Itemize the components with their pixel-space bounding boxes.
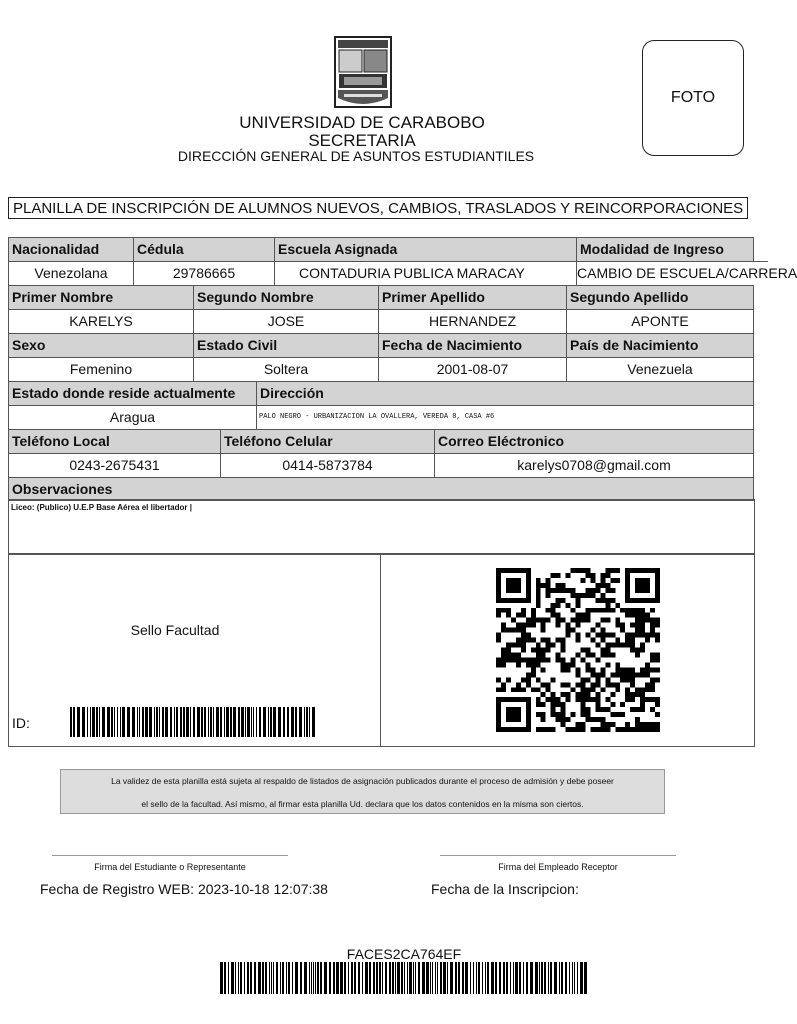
cedula-label: Cédula <box>133 237 274 261</box>
header-row-2 <box>8 285 768 309</box>
primer-apellido-value: HERNANDEZ <box>378 309 566 333</box>
sello-facultad-label: Sello Facultad <box>130 622 220 638</box>
student-signature-line <box>52 855 288 856</box>
segundo-nombre-value: JOSE <box>193 309 378 333</box>
value-row-2 <box>8 309 768 333</box>
notice-line-1: La validez de esta planilla está sujeta al respaldo de listados de asignación publicados durante el proceso de admisión y debe poseer <box>111 776 614 786</box>
form-barcode <box>220 962 588 994</box>
id-label: ID: <box>12 715 30 731</box>
validity-notice <box>60 769 665 814</box>
observaciones-value: Liceo: (Publico) U.E.P Base Aérea el libertador | <box>11 503 192 512</box>
photo-label: FOTO <box>670 89 716 106</box>
correo-value: karelys0708@gmail.com <box>434 453 754 477</box>
estado-reside-label: Estado donde reside actualmente <box>8 381 256 405</box>
estado-civil-label: Estado Civil <box>193 333 378 357</box>
segundo-nombre-label: Segundo Nombre <box>193 285 378 309</box>
barcode-code-text: FACES2CA764EF <box>346 946 462 962</box>
observaciones-box <box>8 499 755 554</box>
photo-box <box>642 40 744 156</box>
escuela-label: Escuela Asignada <box>274 237 576 261</box>
cedula-value: 29786665 <box>133 261 274 285</box>
primer-nombre-label: Primer Nombre <box>8 285 193 309</box>
primer-nombre-value: KARELYS <box>8 309 193 333</box>
nacionalidad-value: Venezolana <box>8 261 133 285</box>
modalidad-value: CAMBIO DE ESCUELA/CARRERA <box>576 261 768 285</box>
qr-code <box>496 567 660 733</box>
office-name: SECRETARIA <box>308 131 416 150</box>
pais-nacimiento-label: País de Nacimiento <box>566 333 754 357</box>
registro-web-date: Fecha de Registro WEB: 2023-10-18 12:07:38 <box>40 881 328 897</box>
modalidad-label: Modalidad de Ingreso <box>576 237 754 261</box>
header-row-5 <box>8 429 768 453</box>
university-name: UNIVERSIDAD DE CARABOBO <box>239 113 485 132</box>
student-signature-label: Firma del Estudiante o Representante <box>94 862 246 872</box>
value-row-5 <box>8 453 768 477</box>
primer-apellido-label: Primer Apellido <box>378 285 566 309</box>
header-row-6 <box>8 477 768 501</box>
observaciones-label: Observaciones <box>8 477 754 501</box>
segundo-apellido-value: APONTE <box>566 309 754 333</box>
stamp-qr-divider <box>380 554 381 747</box>
direccion-label: Dirección <box>256 381 754 405</box>
sexo-label: Sexo <box>8 333 193 357</box>
id-barcode <box>70 707 315 737</box>
employee-signature-label: Firma del Empleado Receptor <box>498 862 618 872</box>
notice-line-2: el sello de la facultad. Así mismo, al firmar esta planilla Ud. declara que los datos contenidos en la misma son ciertos. <box>141 799 584 809</box>
direccion-value: PALO NEGRO - URBANIZACION LA OVALLERA, VEREDA 8, CASA #6 <box>256 405 754 429</box>
header-row-4 <box>8 381 768 405</box>
value-row-3 <box>8 357 768 381</box>
employee-signature-line <box>440 855 676 856</box>
nacionalidad-label: Nacionalidad <box>8 237 133 261</box>
university-crest-logo <box>334 36 392 108</box>
header-row-1 <box>8 237 768 261</box>
form-title: PLANILLA DE INSCRIPCIÓN DE ALUMNOS NUEVOS, CAMBIOS, TRASLADOS Y REINCORPORACIONES <box>8 197 748 219</box>
fecha-nacimiento-value: 2001-08-07 <box>378 357 566 381</box>
estado-reside-value: Aragua <box>8 405 256 429</box>
correo-label: Correo Eléctronico <box>434 429 754 453</box>
value-row-1 <box>8 261 797 285</box>
escuela-value: CONTADURIA PUBLICA MARACAY <box>274 261 576 285</box>
value-row-4 <box>8 405 768 429</box>
telefono-local-value: 0243-2675431 <box>8 453 220 477</box>
telefono-local-label: Teléfono Local <box>8 429 220 453</box>
header-row-3 <box>8 333 768 357</box>
telefono-celular-value: 0414-5873784 <box>220 453 434 477</box>
department-name: DIRECCIÓN GENERAL DE ASUNTOS ESTUDIANTILES <box>177 148 535 164</box>
pais-nacimiento-value: Venezuela <box>566 357 754 381</box>
segundo-apellido-label: Segundo Apellido <box>566 285 754 309</box>
telefono-celular-label: Teléfono Celular <box>220 429 434 453</box>
fecha-nacimiento-label: Fecha de Nacimiento <box>378 333 566 357</box>
sexo-value: Femenino <box>8 357 193 381</box>
estado-civil-value: Soltera <box>193 357 378 381</box>
fecha-inscripcion-label: Fecha de la Inscripcion: <box>431 881 579 897</box>
